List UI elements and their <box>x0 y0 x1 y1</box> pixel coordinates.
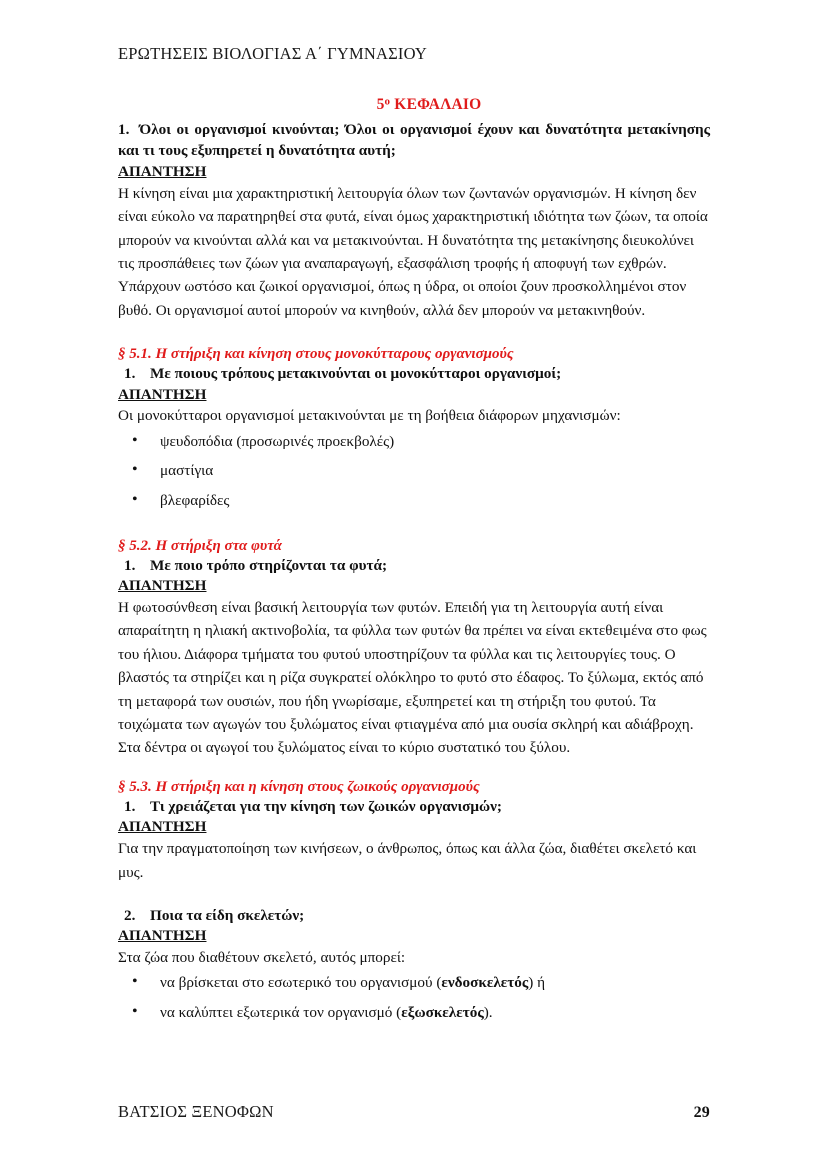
list-item-text: βλεφαρίδες <box>160 492 230 510</box>
question-5-2-1 <box>118 556 710 576</box>
chapter-ordinal-suffix: ο <box>384 95 391 108</box>
section-heading-5-2: § 5.2. Η στήριξη στα φυτά <box>118 537 282 554</box>
question-5-1-1 <box>118 364 710 384</box>
footer-page-number: 29 <box>693 1104 710 1121</box>
answer-label-text: ΑΠΑΝΤΗΣΗ <box>118 385 207 403</box>
question-text: Ποια τα είδη σκελετών; <box>150 906 305 924</box>
question-text: Τι χρειάζεται για την κίνηση των ζωικών οργανισμών; <box>150 798 502 816</box>
answer-5-1-1-intro: Οι μονοκύτταροι οργανισμοί μετακινούνται με τη βοήθεια διάφορων μηχανισμών: <box>118 407 621 425</box>
answer-5-3-2-intro: Στα ζώα που διαθέτουν σκελετό, αυτός μπορεί: <box>118 949 406 967</box>
list-item <box>118 459 710 483</box>
list-item-text: μαστίγια <box>160 462 214 480</box>
intro-answer-paragraph-2: Υπάρχουν ωστόσο και ζωικοί οργανισμοί, όπως η ύδρα, οι οποίοι ζουν προσκολλημένοι στον βυθό. Οι οργανισμοί αυτοί μπορούν να κινηθούν, αλλά δεν μπορούν να μετακινηθούν. <box>118 278 687 319</box>
question-5-3-1 <box>118 797 710 817</box>
list-item <box>118 971 710 995</box>
intro-answer-paragraph-1: Η κίνηση είναι μια χαρακτηριστική λειτουργία όλων των ζωντανών οργανισμών. Η κίνηση δεν είναι εύκολο να παρατηρηθεί στα φυτά, είναι όμως χαρακτηριστική ιδιότητα των ζώων, τα οποία μπορούν να κινούνται αλλά και να μετακινούνται. Η δυνατότητα της μετακίνησης διευκολύνει τις προσπάθειες των ζώων για αναπαραγωγή, εξασφάλιση τροφής ή αποφυγή των εχθρών. <box>118 184 708 272</box>
bullet-list-5-1-1 <box>118 430 710 513</box>
question-number: 1. <box>124 365 136 383</box>
document-body <box>118 96 710 1031</box>
chapter-title <box>118 96 710 114</box>
question-number: 2. <box>124 906 136 924</box>
list-item-suffix: ). <box>483 1004 493 1022</box>
question-5-3-2 <box>118 906 710 926</box>
answer-label-5-3-2 <box>118 926 710 946</box>
question-text: Με ποιο τρόπο στηρίζονται τα φυτά; <box>150 556 388 574</box>
question-number: 1. <box>124 798 136 816</box>
answer-label-text: ΑΠΑΝΤΗΣΗ <box>118 577 207 595</box>
bullet-list-5-3-2 <box>118 971 710 1024</box>
list-item <box>118 430 710 454</box>
chapter-word: ΚΕΦΑΛΑΙΟ <box>390 96 482 113</box>
answer-label-5-2-1 <box>118 576 710 596</box>
answer-label-5-1-1 <box>118 385 710 405</box>
intro-question-text: Όλοι οι οργανισμοί κινούνται; Όλοι οι οργανισμοί έχουν και δυνατότητα μετακίνησης και τι τους εξυπηρετεί η δυνατότητα αυτή; <box>118 121 710 159</box>
intro-question <box>118 120 710 162</box>
question-text: Με ποιους τρόπους μετακινούνται οι μονοκύτταροι οργανισμοί; <box>150 365 562 383</box>
list-item-prefix: να βρίσκεται στο εσωτερικό του οργανισμού ( <box>160 974 442 992</box>
footer-author: ΒΑΤΣΙΟΣ ΞΕΝΟΦΩΝ <box>118 1102 274 1121</box>
section-heading-5-1: § 5.1. Η στήριξη και κίνηση στους μονοκύτταρους οργανισμούς <box>118 346 514 363</box>
answer-label-text: ΑΠΑΝΤΗΣΗ <box>118 927 207 945</box>
answer-5-2-1-intro: Η φωτοσύνθεση είναι βασική λειτουργία των φυτών. Επειδή για τη λειτουργία αυτή είναι απαραίτητη η ηλιακή ακτινοβολία, τα φύλλα των φυτών θα πρέπει να είναι εκτεθειμένα στο φως του ήλιου. Διάφορα τμήματα του φυτού υποστηρίζουν τα φύλλα και τις λειτουργίες τους. Ο βλαστός τα στηρίζει και η ρίζα συγκρατεί ολόκληρο το φυτό στο έδαφος. Το ξύλωμα, εκτός από τη μεταφορά των ουσιών, που ήδη γνωρίσαμε, εξυπηρετεί και τη στήριξη του φυτού. Τα τοιχώματα των αγωγών του ξυλώματος είναι φτιαγμένα από μια ουσία σκληρή και αδιάβροχη. Στα δέντρα οι αγωγοί του ξυλώματος είναι το κύριο συστατικό του ξύλου. <box>118 598 707 757</box>
spacer <box>118 884 710 906</box>
chapter-number: 5 <box>376 96 385 113</box>
spacer <box>118 760 710 777</box>
section-heading-5-3: § 5.3. Η στήριξη και η κίνηση στους ζωικούς οργανισμούς <box>118 778 480 795</box>
spacer <box>118 519 710 536</box>
list-item-prefix: να καλύπτει εξωτερικά τον οργανισμό ( <box>160 1004 402 1022</box>
answer-5-3-1-intro: Για την πραγματοποίηση των κινήσεων, ο άνθρωπος, όπως και άλλα ζώα, διαθέτει σκελετό και μυς. <box>118 840 697 881</box>
running-head: ΕΡΩΤΗΣΕΙΣ ΒΙΟΛΟΓΙΑΣ Α΄ ΓΥΜΝΑΣΙΟΥ <box>118 44 428 63</box>
list-item-text: ψευδοπόδια (προσωρινές προεκβολές) <box>160 432 395 450</box>
answer-label-5-3-1 <box>118 817 710 837</box>
list-item-suffix: ) ή <box>528 974 546 992</box>
list-item <box>118 489 710 513</box>
question-number: 1. <box>124 556 136 574</box>
list-item-term: ενδοσκελετός <box>441 974 529 992</box>
answer-label-text: ΑΠΑΝΤΗΣΗ <box>118 818 207 836</box>
list-item-term: εξωσκελετός <box>401 1004 484 1022</box>
spacer <box>118 322 710 344</box>
answer-label-intro <box>118 162 710 182</box>
page-footer <box>118 1102 710 1122</box>
list-item <box>118 1001 710 1025</box>
intro-question-number: 1. <box>118 121 130 138</box>
answer-label-text: ΑΠΑΝΤΗΣΗ <box>118 162 207 180</box>
